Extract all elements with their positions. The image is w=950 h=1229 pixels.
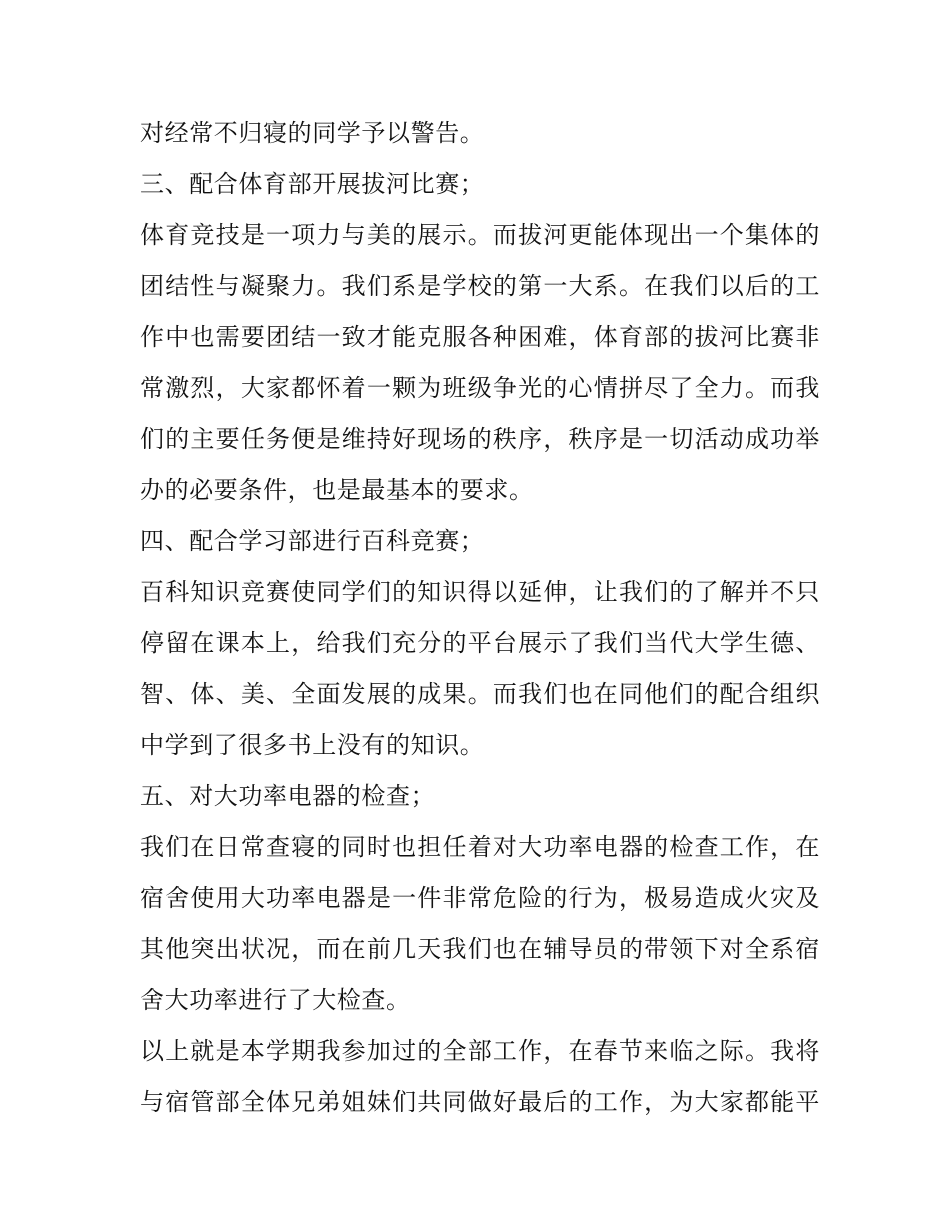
- text-line: 中学到了很多书上没有的知识。: [140, 731, 485, 759]
- text-line: 办的必要条件，也是最基本的要求。: [140, 476, 534, 504]
- text-line: 作中也需要团结一致才能克服各种困难，体育部的拔河比赛非: [140, 323, 820, 351]
- text-line: 其他突出状况，而在前几天我们也在辅导员的带领下对全系宿: [140, 935, 820, 963]
- text-line: 与宿管部全体兄弟姐妹们共同做好最后的工作，为大家都能平: [140, 1088, 820, 1116]
- text-line: 停留在课本上，给我们充分的平台展示了我们当代大学生德、: [140, 629, 820, 657]
- text-line: 体育竞技是一项力与美的展示。而拔河更能体现出一个集体的: [140, 221, 820, 249]
- section-heading-encyclopedia-contest: 四、配合学习部进行百科竞赛；: [140, 527, 485, 555]
- text-line: 我们在日常查寝的同时也担任着对大功率电器的检查工作，在: [140, 833, 820, 861]
- document-body: [140, 108, 820, 1128]
- text-line: 以上就是本学期我参加过的全部工作，在春节来临之际。我将: [140, 1037, 820, 1065]
- text-line: 百科知识竞赛使同学们的知识得以延伸，让我们的了解并不只: [140, 578, 820, 606]
- text-line: 宿舍使用大功率电器是一件非常危险的行为，极易造成火灾及: [140, 884, 820, 912]
- text-line: 们的主要任务便是维持好现场的秩序，秩序是一切活动成功举: [140, 425, 820, 453]
- text-line: 常激烈，大家都怀着一颗为班级争光的心情拼尽了全力。而我: [140, 374, 820, 402]
- text-line: 智、体、美、全面发展的成果。而我们也在同他们的配合组织: [140, 680, 820, 708]
- text-line: 对经常不归寝的同学予以警告。: [140, 119, 485, 147]
- text-line: 舍大功率进行了大检查。: [140, 986, 411, 1014]
- section-heading-appliance-inspection: 五、对大功率电器的检查；: [140, 782, 436, 810]
- section-heading-tug-of-war: 三、配合体育部开展拔河比赛；: [140, 170, 485, 198]
- text-line: 团结性与凝聚力。我们系是学校的第一大系。在我们以后的工: [140, 272, 820, 300]
